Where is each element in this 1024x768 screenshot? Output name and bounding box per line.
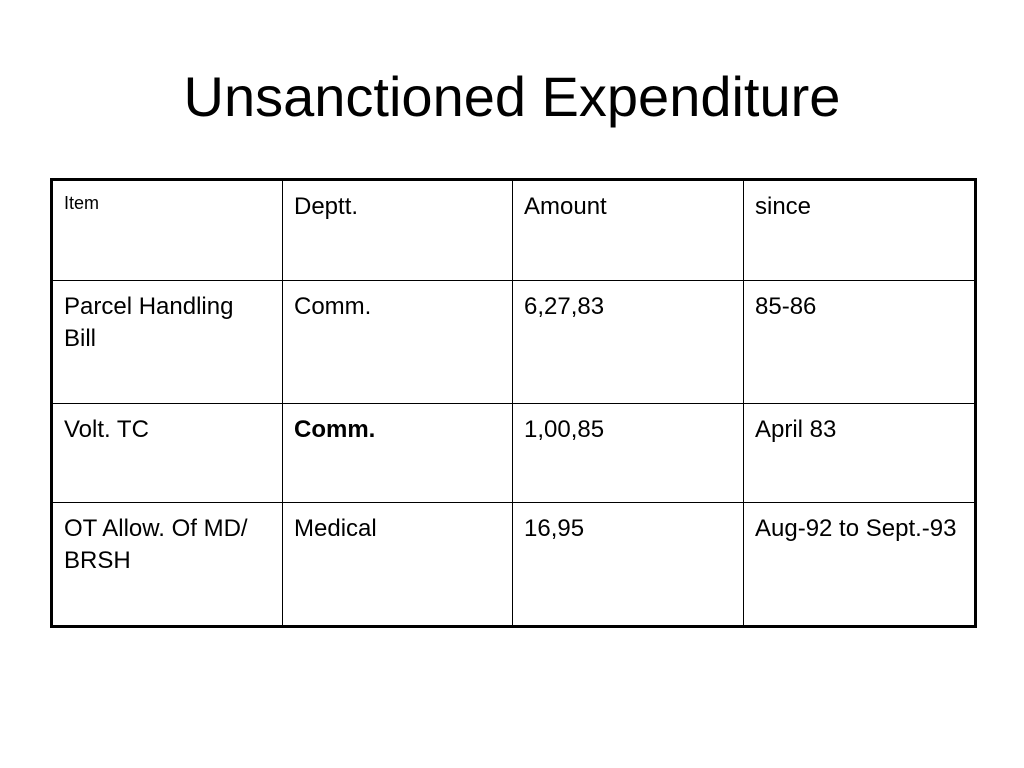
table-row (52, 281, 976, 404)
cell-deptt: Medical (283, 503, 513, 627)
header-since: since (744, 180, 976, 281)
cell-since: Aug-92 to Sept.-93 (744, 503, 976, 627)
cell-deptt: Comm. (283, 281, 513, 404)
table-row (52, 503, 976, 627)
cell-item: Parcel Handling Bill (52, 281, 283, 404)
cell-since: 85-86 (744, 281, 976, 404)
cell-amount: 6,27,83 (513, 281, 744, 404)
table-header-row (52, 180, 976, 281)
slide-title: Unsanctioned Expenditure (183, 65, 841, 128)
header-amount: Amount (513, 180, 744, 281)
cell-item: Volt. TC (52, 404, 283, 503)
cell-amount: 16,95 (513, 503, 744, 627)
cell-item: OT Allow. Of MD/ BRSH (52, 503, 283, 627)
table-row (52, 404, 976, 503)
expenditure-table-container (50, 178, 974, 628)
cell-amount: 1,00,85 (513, 404, 744, 503)
header-item: Item (52, 180, 283, 281)
cell-since: April 83 (744, 404, 976, 503)
cell-deptt: Comm. (283, 404, 513, 503)
expenditure-table (50, 178, 977, 628)
header-deptt: Deptt. (283, 180, 513, 281)
